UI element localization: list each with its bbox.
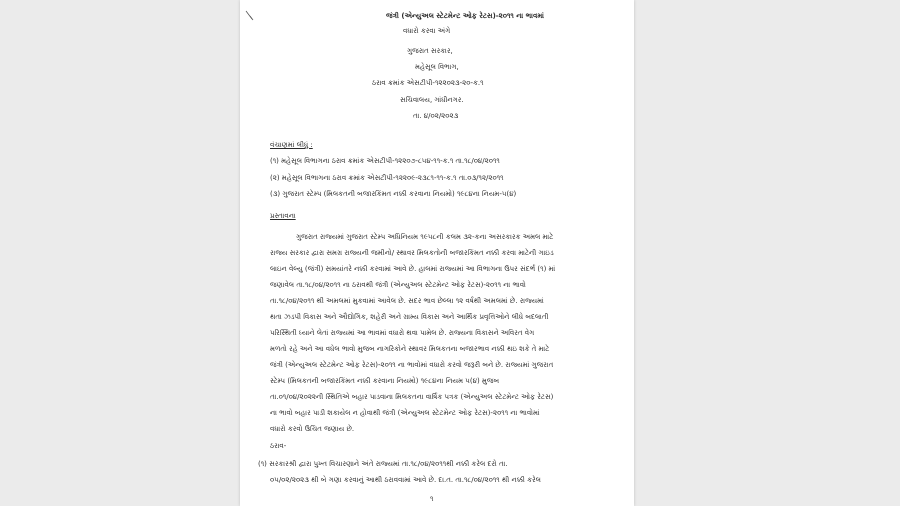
resolution-date: તા. ૪/૦૨/૨૦૨૩ (413, 112, 459, 120)
preamble-line: તા.૧૮/૦૪/૨૦૧૧ થી અમલમાં મુકવામાં આવેલ છે. સદર ભાવ છેલ્લા ૧૨ વર્ષથી અમલમાં છે. રાજ્યમાં (270, 297, 544, 305)
preamble-line: જણાવેલ તા.૧૮/૦૪/૨૦૧૧ ના ઠરાવથી જંત્રી (એન્યુઅલ સ્ટેટમેન્ટ ઓફ રેટસ)-૨૦૧૧ ના ભાવો (270, 281, 526, 289)
references-heading: વંચાણમાં લીધું : (270, 141, 313, 149)
resolution-number: ઠરાવ ક્રમાંક એસટીપી-૧૨૨૦૨૩-૨૦-ક.૧ (372, 79, 484, 87)
preamble-line: ના ભાવો બહાર પાડી શકાયેલ ન હોવાથી જંત્રી (એન્યુઅલ સ્ટેટમેન્ટ ઓફ રેટસ)-૨૦૧૧ ના ભાવોમાં (270, 409, 540, 417)
subject-line-1: જંત્રી (એન્યુઅલ સ્ટેટમેન્ટ ઓફ રેટસ)-૨૦૧૧ ના ભાવમાં (386, 12, 545, 20)
page-number: ૧ (430, 495, 434, 503)
document-page (240, 0, 634, 506)
reference-item: (૨) મહેસૂલ વિભાગના ઠરાવ ક્રમાંક એસટીપી-૧૨૨૦૯-૨૩૮૧-૧૧-ક.૧ તા.૦૩/૧૨/૨૦૧૧ (270, 174, 504, 182)
preamble-line: તા.૦૧/૦૪/૨૦૨૨ની સ્થિતિએ બહાર પાડવાના મિલકતના વાર્ષિક પત્રક (એન્યુઅલ સ્ટેટમેન્ટ ઓફ રેટસ) (270, 393, 554, 401)
preamble-line: જંત્રી (એન્યુઅલ સ્ટેટમેન્ટ ઓફ રેટસ)-૨૦૧૧ ના ભાવોમાં વધારો કરવો જરૂરી બને છે. રાજ્યમાં ગુજરાત (270, 361, 554, 369)
reference-item: (૩) ગુજરાત સ્ટેમ્પ (મિલકતની બજારકિંમત નક્કી કરવાના નિયમો) ૧૯૮૪ના નિયમ-૫(૪) (270, 190, 517, 198)
preamble-line: મળતો રહે અને આ વધેલ ભાવો મુજબ નાગરિકોને સ્થાવર મિલકતના બજારભાવ નક્કી થઇ શકે તે માટે (270, 345, 550, 353)
preamble-line: પરિસ્થિતી ધ્યાને લેતાં રાજ્યમાં આ ભાવમાં વધારો થવા પામેલ છે. રાજ્યના વિકાસને અવિરત વેગ (270, 329, 535, 337)
subject-line-2: વધારો કરવા અંગે (403, 27, 451, 35)
resolution-line: (૧) સરકારશ્રી દ્વારા પુખ્ત વિચારણાને અંતે રાજ્યમાં તા.૧૮/૦૪/૨૦૧૧થી નક્કી કરેલ દરો તા. (258, 460, 508, 468)
reference-item: (૧) મહેસૂલ વિભાગના ઠરાવ ક્રમાંક એસટીપી-૧૨૨૦૭-૮૫૪-૧૧-ક.૧ તા.૧૮/૦૪/૨૦૧૧ (270, 157, 500, 165)
preamble-line: રાજ્ય સરકાર દ્વારા સમગ્ર રાજ્યની જમીનો/ સ્થાવર મિલકતોની બજારકિંમત નક્કી કરવા માટેની ગાઇડ (270, 249, 554, 257)
preamble-line: સ્ટેમ્પ (મિલકતની બજારકિંમત નક્કી કરવાના નિયમો) ૧૯૮૪ના નિયમ ૫(૪) મુજબ (270, 377, 500, 385)
office-location: સચિવાલય, ગાંધીનગર. (400, 96, 464, 104)
scan-mark (244, 8, 264, 22)
preamble-heading: પ્રસ્તાવના (270, 212, 296, 220)
department-name: મહેસૂલ વિભાગ, (415, 63, 459, 71)
preamble-line: લાઇન વેલ્યુ (જંત્રી) સમયાંતરે નક્કી કરવામાં આવે છે. હાલમાં રાજ્યમાં આ વિભાગના ઉપર સંદર્ભ (૧) માં (270, 265, 556, 273)
resolution-heading: ઠરાવ- (270, 442, 287, 450)
preamble-line: વધારો કરવો ઉચિત જણાય છે. (270, 425, 355, 433)
preamble-line: થતા ઝડપી વિકાસ અને ઔદ્યોગિક, શહેરી અને ગ્રામ્ય વિકાસ અને આર્થિક પ્રવૃત્તિઓને લીધે બદલાતી (270, 313, 549, 321)
resolution-line: ૦૫/૦૨/૨૦૨૩ થી બે ગણા કરવાનું આથી ઠરાવવામાં આવે છે. દા.ત. તા.૧૮/૦૪/૨૦૧૧ થી નક્કી કરેલ (270, 476, 541, 484)
government-name: ગુજરાત સરકાર, (407, 47, 453, 55)
preamble-line: ગુજરાત રાજ્યમાં ગુજરાત સ્ટેમ્પ અધિનિયમ ૧૯૫૮ની કલમ ૩૨-કના અસરકારક અમલ માટે (296, 233, 554, 241)
